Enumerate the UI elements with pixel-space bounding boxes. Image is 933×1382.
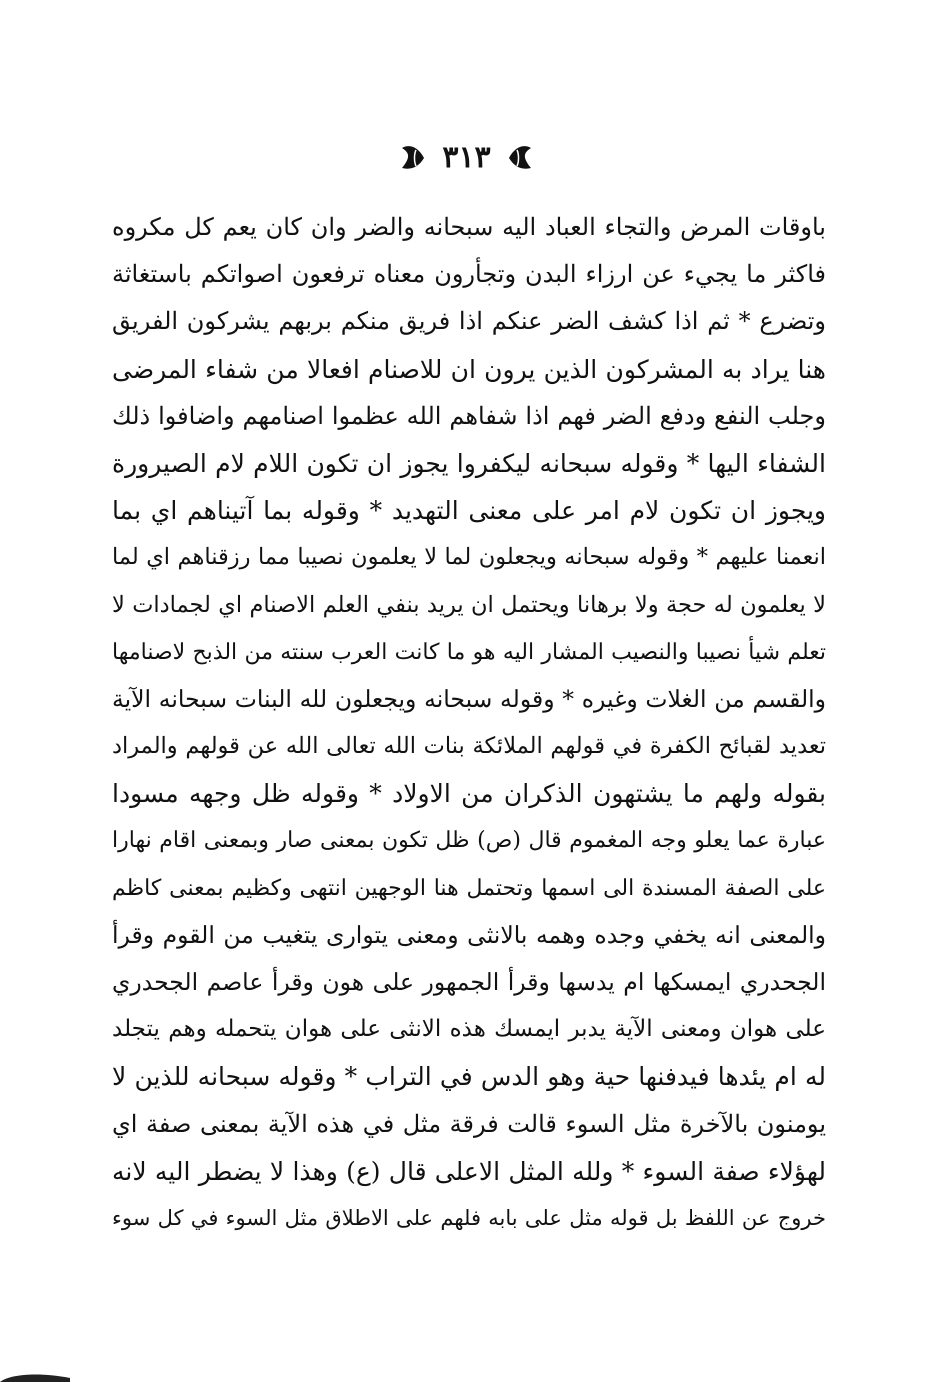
ornament-leaf-icon — [505, 138, 535, 178]
text-line: لا يعلمون له حجة ولا برهانا ويحتمل ان يريد بنفي العلم الاصنام اي لجمادات لا — [112, 591, 826, 618]
text-line: والقسم من الغلات وغيره * وقوله سبحانه ويجعلون لله البنات سبحانه الآية — [112, 684, 826, 713]
text-line: عبارة عما يعلو وجه المغموم قال (ص) ظل تكون بمعنى صار وبمعنى اقام نهارا — [112, 828, 826, 854]
text-line: الشفاء اليها * وقوله سبحانه ليكفروا يجوز ان تكون اللام لام الصيرورة — [112, 448, 826, 478]
text-line: باوقات المرض والتجاء العباد اليه سبحانه والضر وان كان يعم كل مكروه — [112, 213, 826, 241]
body-text — [112, 204, 826, 1242]
text-line: الجحدري ايمسكها ام يدسها وقرأ الجمهور على هون وقرأ عاصم الجحدري — [112, 968, 826, 996]
text-line: تعلم شيأ نصيبا والنصيب المشار اليه هو ما كانت العرب سنته من الذبح لاصنامها — [112, 639, 826, 665]
text-line: له ام يئدها فيدفنها حية وهو الدس في التراب * وقوله سبحانه للذين لا — [112, 1062, 826, 1092]
scan-edge-mark — [0, 1372, 70, 1382]
page-header — [0, 138, 933, 178]
text-line: ويجوز ان تكون لام امر على معنى التهديد * وقوله بما آتيناهم اي بما — [112, 496, 826, 526]
page-number: ٣١٣ — [442, 140, 491, 175]
ornament-leaf-icon — [398, 138, 428, 178]
text-line: وتضرع * ثم اذا كشف الضر عنكم اذا فريق منكم بربهم يشركون الفريق — [112, 307, 826, 336]
text-line: والمعنى انه يخفي وجده وهمه بالانثى ومعنى يتوارى يتغيب من القوم وقرأ — [112, 920, 826, 949]
text-line: يومنون بالآخرة مثل السوء قالت فرقة مثل في هذه الآية بمعنى صفة اي — [112, 1109, 826, 1138]
text-line: على هوان ومعنى الآية يدبر ايمسك هذه الانثى على هوان يتحمله وهم يتجلد — [112, 1016, 826, 1043]
text-line: تعديد لقبائح الكفرة في قولهم الملائكة بنات الله تعالى الله عن قولهم والمراد — [112, 733, 826, 760]
text-line: على الصفة المسندة الى اسمها وتحتمل هنا الوجهين انتهى وكظيم بمعنى كاظم — [112, 875, 826, 901]
text-line: فاكثر ما يجيء عن ارزاء البدن وتجأرون معناه ترفعون اصواتكم باستغاثة — [112, 260, 826, 289]
text-line: خروج عن اللفظ بل قوله مثل على بابه فلهم على الاطلاق مثل السوء في كل سوء — [112, 1205, 826, 1230]
text-line: وجلب النفع ودفع الضر فهم اذا شفاهم الله عظموا اصنامهم واضافوا ذلك — [112, 401, 826, 430]
text-line: انعمنا عليهم * وقوله سبحانه ويجعلون لما لا يعلمون نصيبا مما رزقناهم اي لما — [112, 544, 826, 571]
text-line: هنا يراد به المشركون الذين يرون ان للاصنام افعالا من شفاء المرضى — [112, 354, 826, 384]
text-line: لهؤلاء صفة السوء * ولله المثل الاعلى قال (ع) وهذا لا يضطر اليه لانه — [112, 1156, 826, 1186]
text-line: بقوله ولهم ما يشتهون الذكران من الاولاد * وقوله ظل وجهه مسودا — [112, 779, 826, 809]
